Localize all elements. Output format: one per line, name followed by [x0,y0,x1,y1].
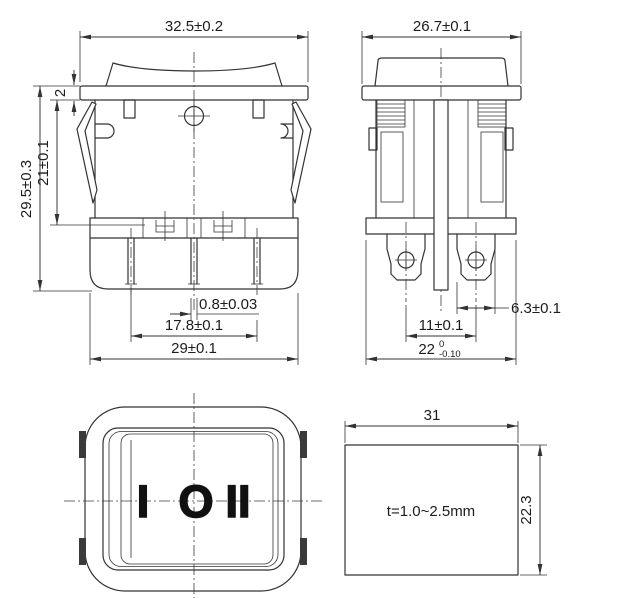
side-notch-left [95,124,114,138]
screw-terminal-left [156,211,174,241]
dim-side-depth-nominal: 22 [418,341,435,358]
side-flange [362,86,521,100]
dim-cutout-height: 22.3 [518,495,535,525]
face-clip-tab [79,431,86,458]
side-dimensions [362,18,561,365]
dim-side-terminal-width: 6.3±0.1 [511,300,561,317]
face-clip-tab [300,431,307,458]
side-notch-right [281,124,293,138]
dim-side-depth-tol-upper: 0 [439,339,445,350]
top-peg-left [124,100,135,118]
dim-cutout-width: 31 [423,407,441,424]
top-peg-right [253,100,264,118]
side-rocker-cap [375,58,508,86]
panel-cutout-view [345,407,547,575]
dim-front-width-top: 32.5±0.2 [164,18,224,35]
side-view [362,18,561,365]
clip-ridges-left [377,100,405,127]
screw-terminal-right [214,211,232,241]
dim-side-terminal-span: 11±0.1 [418,317,464,334]
face-clip-tab [300,538,307,565]
marking-off-center: O [178,476,214,527]
marking-on-left: I [136,476,150,527]
top-face-view [64,393,322,598]
dim-front-body-height: 21±0.1 [35,140,52,186]
mounting-wing-right [291,102,311,203]
dim-side-depth-tol-lower: -0.10 [439,349,461,360]
clip-slot-right [481,132,503,202]
clip-slot-left [381,132,403,202]
mounting-wing-left [77,102,97,203]
front-view [18,18,311,365]
dim-front-flange-height: 2 [52,88,69,98]
dim-side-width-top: 26.7±0.1 [412,18,472,35]
actuator-stem [434,100,448,290]
clip-ridges-right [478,100,506,127]
dim-front-body-width: 29±0.1 [171,340,217,357]
marking-on-right: II [225,476,251,527]
dim-front-total-height: 29.5±0.3 [18,159,35,219]
face-clip-tab [79,538,86,565]
dim-front-pin-thickness: 0.8±0.03 [199,296,258,313]
dim-front-pin-span: 17.8±0.1 [164,317,224,334]
panel-thickness-note: t=1.0~2.5mm [386,503,476,520]
